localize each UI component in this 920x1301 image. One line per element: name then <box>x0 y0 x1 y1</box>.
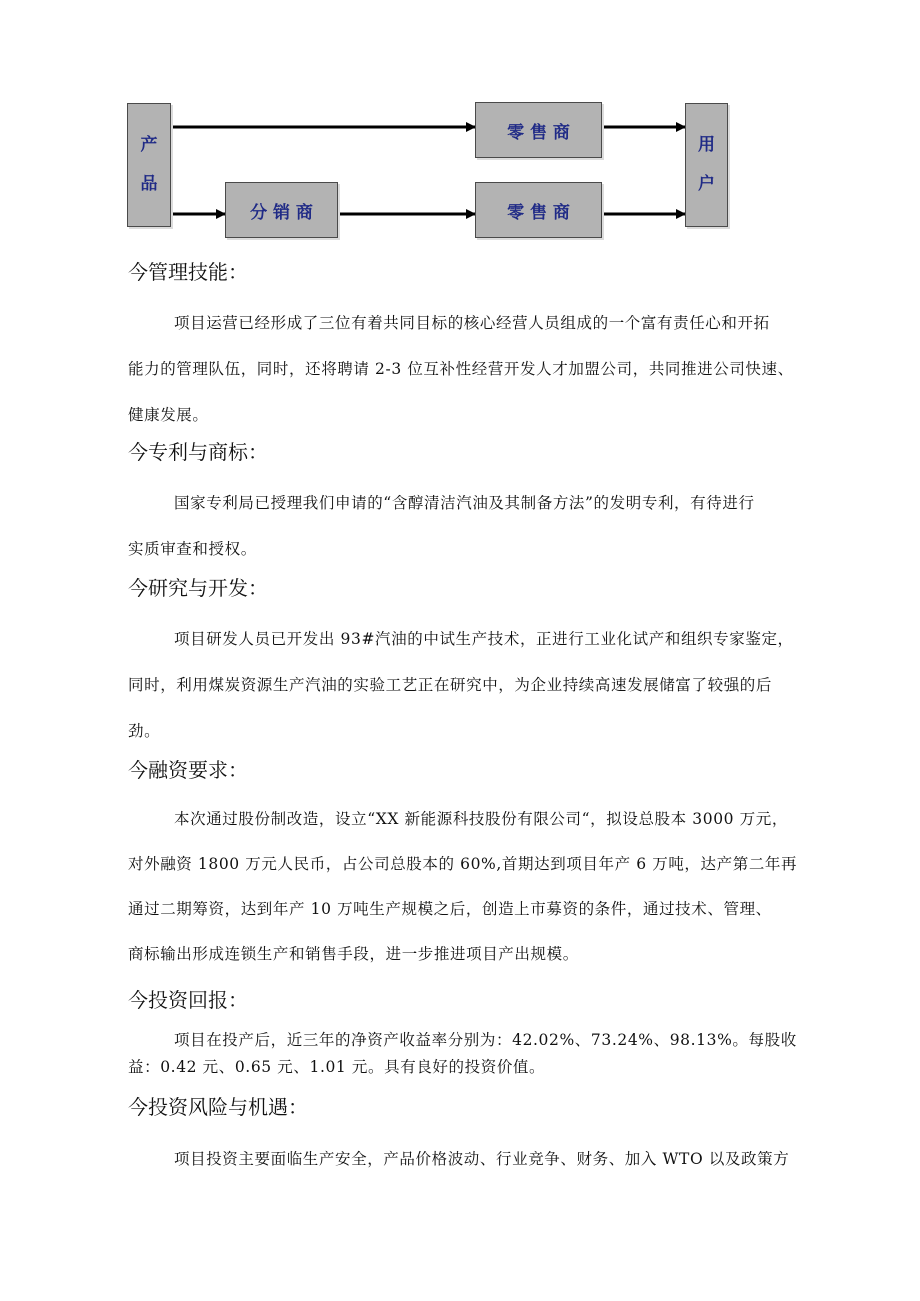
product-box <box>127 103 171 227</box>
distribution-flow-diagram <box>0 0 920 250</box>
paragraph-line: 同时，利用煤炭资源生产汽油的实验工艺正在研究中，为企业持续高速发展储富了较强的后 <box>128 676 773 694</box>
section-heading-research: 今研究与开发： <box>128 576 268 600</box>
section-heading-financing: 今融资要求： <box>128 758 248 782</box>
section-heading-return: 今投资回报： <box>128 988 248 1012</box>
section-heading-management: 今管理技能： <box>128 260 248 284</box>
paragraph-line: 项目研发人员已开发出 93#汽油的中试生产技术，正进行工业化试产和组织专家鉴定， <box>174 630 794 648</box>
section-body-management <box>128 300 870 438</box>
paragraph-line: 通过二期筹资，达到年产 10 万吨生产规模之后，创造上市募资的条件，通过技术、管理、 <box>128 900 772 918</box>
section-body-financing <box>128 797 870 977</box>
paragraph-line: 能力的管理队伍，同时，还将聘请 2-3 位互补性经营开发人才加盟公司，共同推进公司快速、 <box>128 360 794 378</box>
distributor-box <box>225 182 338 238</box>
paragraph-line: 项目投资主要面临生产安全，产品价格波动、行业竞争、财务、加入 WTO 以及政策方 <box>174 1150 790 1168</box>
paragraph-line: 国家专利局已授理我们申请的“含醇清洁汽油及其制备方法”的发明专利，有待进行 <box>174 494 755 512</box>
section-heading-risk: 今投资风险与机遇： <box>128 1095 308 1119</box>
paragraph-line: 健康发展。 <box>128 406 209 424</box>
user-char-1: 用 <box>698 135 715 155</box>
paragraph-line: 项目运营已经形成了三位有着共同目标的核心经营人员组成的一个富有责任心和开拓 <box>174 314 770 332</box>
section-heading-patent: 今专利与商标： <box>128 440 268 464</box>
paragraph-line: 对外融资 1800 万元人民币，占公司总股本的 60%,首期达到项目年产 6 万吨，达产第二年再 <box>128 855 798 873</box>
distributor-label: 分 销 商 <box>250 202 313 223</box>
paragraph-line: 劲。 <box>128 722 161 740</box>
user-char-2: 户 <box>698 174 715 194</box>
paragraph-line: 商标输出形成连锁生产和销售手段，进一步推进项目产出规模。 <box>128 945 579 963</box>
retailer-top-box <box>475 102 602 158</box>
paragraph-line: 益：0.42 元、0.65 元、1.01 元。具有良好的投资价值。 <box>128 1058 546 1076</box>
section-body-patent <box>128 480 870 572</box>
retailer-bottom-label: 零 售 商 <box>507 202 570 223</box>
paragraph-line: 本次通过股份制改造，设立“XX 新能源科技股份有限公司“，拟设总股本 3000 万元， <box>174 810 788 828</box>
user-box <box>685 103 728 227</box>
section-body-return <box>128 1027 870 1081</box>
product-char-2: 品 <box>140 174 158 194</box>
retailer-top-label: 零 售 商 <box>507 122 570 143</box>
section-body-risk <box>128 1136 870 1182</box>
paragraph-line: 项目在投产后，近三年的净资产收益率分别为：42.02%、73.24%、98.13%。每股收 <box>174 1031 797 1049</box>
paragraph-line: 实质审查和授权。 <box>128 540 257 558</box>
product-char-1: 产 <box>140 135 158 155</box>
retailer-bottom-box <box>475 182 602 238</box>
section-body-research <box>128 616 870 754</box>
